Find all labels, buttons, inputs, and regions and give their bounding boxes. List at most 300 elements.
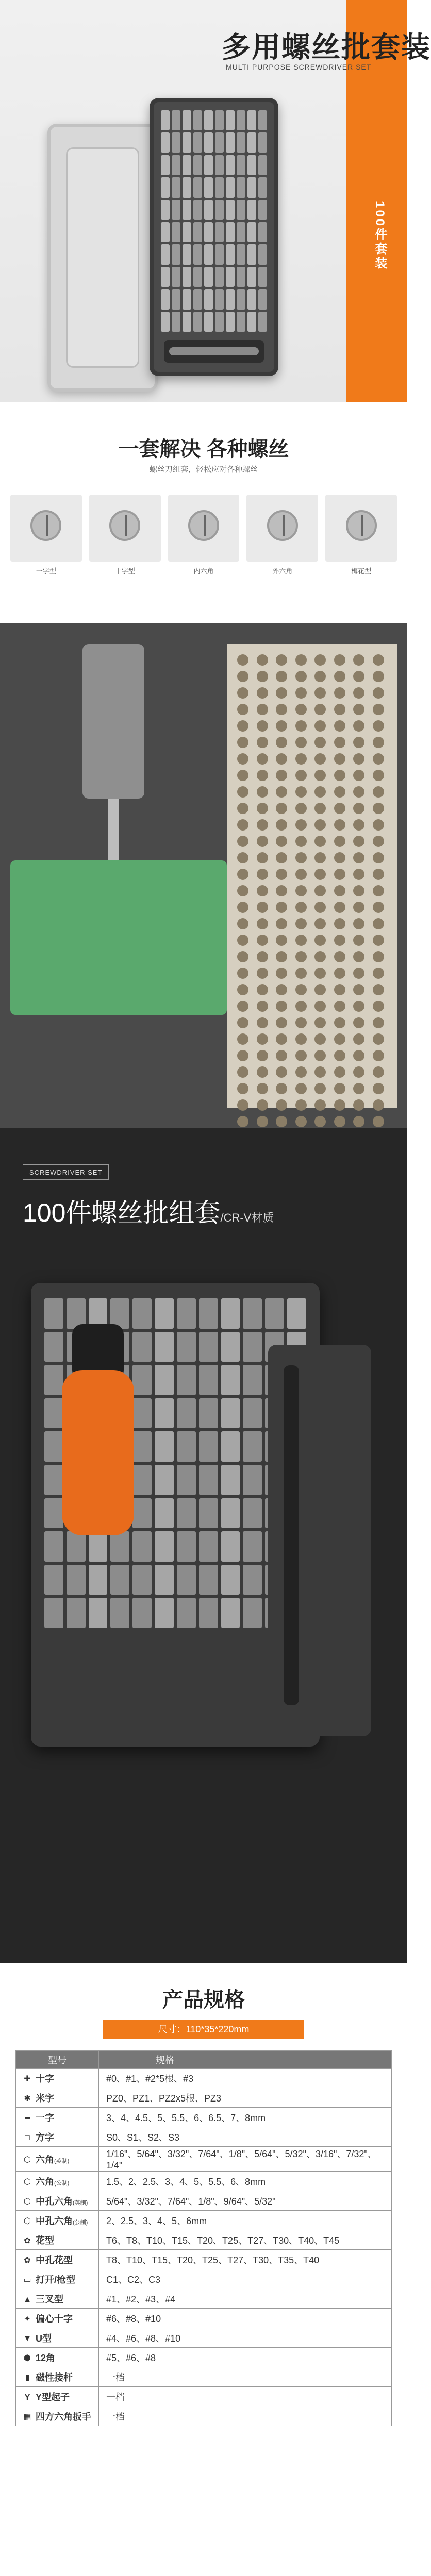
- bit-slot: [237, 654, 248, 666]
- bit-slot: [295, 918, 307, 929]
- bit-slot: [243, 1332, 262, 1362]
- bit-slot: [177, 1365, 196, 1395]
- spec-value-cell: 1/16"、5/64"、3/32"、7/64"、1/8"、5/64"、5/32"、3/16"、7/32"、1/4": [99, 2147, 392, 2172]
- bit-slot: [132, 1598, 152, 1628]
- bit-slot: [177, 1565, 196, 1595]
- bit-slot: [199, 1565, 218, 1595]
- bit-slot: [257, 1050, 268, 1061]
- spec-value-cell: 5/64"、3/32"、7/64"、1/8"、9/64"、5/32": [99, 2191, 392, 2211]
- bit-slot: [353, 1066, 364, 1078]
- bit-slot: [295, 704, 307, 715]
- table-row: [16, 2211, 392, 2230]
- bit-slot: [215, 155, 224, 175]
- table-row: [16, 2108, 392, 2127]
- table-row: [16, 2127, 392, 2147]
- spec-type-unit: (英制): [54, 2158, 70, 2164]
- bit-slot: [257, 753, 268, 765]
- bit-slot: [221, 1332, 240, 1362]
- bit-slot: [276, 770, 287, 781]
- bit-slot: [373, 1066, 384, 1078]
- screw-photo-torx: [325, 495, 397, 562]
- bit-slot: [258, 289, 267, 309]
- bit-slot: [237, 110, 245, 130]
- bit-slot: [314, 984, 326, 995]
- bit-slot: [247, 155, 256, 175]
- bit-slot: [276, 654, 287, 666]
- bit-type-icon: ✿: [24, 2236, 31, 2245]
- bit-slot: [314, 654, 326, 666]
- bit-slot: [237, 852, 248, 863]
- spec-type-cell: [16, 2387, 99, 2406]
- bit-slot: [161, 132, 170, 152]
- bit-slot: [257, 836, 268, 847]
- bit-slot: [295, 803, 307, 814]
- bit-slot: [204, 312, 213, 332]
- bit-slot: [258, 110, 267, 130]
- table-row: [16, 2387, 392, 2406]
- bit-slot: [334, 902, 345, 913]
- bit-slot: [243, 1498, 262, 1529]
- bit-slot: [243, 1565, 262, 1595]
- bit-slot: [353, 803, 364, 814]
- bit-slot: [257, 951, 268, 962]
- bit-slot: [172, 110, 180, 130]
- bit-slot: [161, 110, 170, 130]
- bit-slot: [161, 177, 170, 197]
- spec-type-name: 中孔花型: [36, 2255, 73, 2265]
- bit-slot: [373, 984, 384, 995]
- bit-slot: [221, 1298, 240, 1329]
- bit-slot: [314, 968, 326, 979]
- bit-slot: [257, 1116, 268, 1127]
- bit-slot: [334, 1066, 345, 1078]
- bit-slot: [243, 1598, 262, 1628]
- bit-slot: [334, 918, 345, 929]
- hero-vertical-title: 100件套装: [373, 201, 387, 272]
- bit-slot: [314, 836, 326, 847]
- bit-slot: [199, 1465, 218, 1495]
- bit-slot: [334, 1001, 345, 1012]
- bit-slot: [314, 1066, 326, 1078]
- bit-slot: [353, 984, 364, 995]
- bit-slot: [276, 1033, 287, 1045]
- bit-slot: [334, 654, 345, 666]
- screw-label: 十字型: [114, 567, 135, 575]
- bit-slot: [193, 312, 202, 332]
- bit-slot: [243, 1531, 262, 1562]
- bit-slot: [334, 968, 345, 979]
- bit-slot: [177, 1598, 196, 1628]
- bit-slot: [237, 869, 248, 880]
- bit-slot: [237, 918, 248, 929]
- spec-type-unit: (公制): [73, 2219, 88, 2226]
- bit-slot: [247, 177, 256, 197]
- bit-slot: [193, 289, 202, 309]
- bit-slot: [334, 984, 345, 995]
- bit-slot: [237, 1033, 248, 1045]
- bit-slot: [183, 267, 191, 287]
- bit-slot: [226, 244, 235, 264]
- bit-slot: [258, 200, 267, 220]
- spec-value-cell: #1、#2、#3、#4: [99, 2289, 392, 2309]
- bit-slot: [183, 244, 191, 264]
- bit-type-icon: ⬡: [24, 2177, 31, 2187]
- bit-slot: [155, 1498, 174, 1529]
- bit-slot: [295, 1050, 307, 1061]
- bit-slot: [258, 132, 267, 152]
- bit-slot: [373, 671, 384, 682]
- bit-slot: [373, 1050, 384, 1061]
- bit-slot: [226, 200, 235, 220]
- bit-slot: [276, 819, 287, 831]
- bit-slot: [276, 671, 287, 682]
- bit-slot: [172, 177, 180, 197]
- bit-slot: [221, 1465, 240, 1495]
- bit-slot: [89, 1598, 108, 1628]
- bit-slot: [226, 222, 235, 242]
- bit-slot: [177, 1332, 196, 1362]
- bit-slot: [221, 1398, 240, 1429]
- bit-slot: [257, 1033, 268, 1045]
- bit-slot: [276, 753, 287, 765]
- bit-slot: [334, 1050, 345, 1061]
- bit-slot: [353, 935, 364, 946]
- bit-slot: [353, 902, 364, 913]
- table-row: [16, 2289, 392, 2309]
- bit-slot: [373, 902, 384, 913]
- table-row: [16, 2147, 392, 2172]
- spec-type-cell: [16, 2127, 99, 2147]
- bit-slot: [295, 984, 307, 995]
- bit-slot: [257, 902, 268, 913]
- bit-slot: [215, 267, 224, 287]
- bit-slot: [353, 687, 364, 699]
- bit-slot: [257, 770, 268, 781]
- bit-slot: [215, 244, 224, 264]
- spec-value-cell: #4、#6、#8、#10: [99, 2328, 392, 2348]
- spec-type-cell: [16, 2289, 99, 2309]
- bit-slot: [334, 852, 345, 863]
- bit-type-icon: ✦: [24, 2314, 31, 2324]
- bit-slot: [276, 1116, 287, 1127]
- bit-slot: [353, 951, 364, 962]
- spec-type-name: 中孔六角: [36, 2196, 73, 2207]
- spec1-size: 尺寸：110*35*220mm: [103, 2020, 304, 2039]
- set100-material: /CR-V材质: [220, 1211, 274, 1224]
- bit-slot: [258, 155, 267, 175]
- bit-slot: [373, 704, 384, 715]
- set100-title-text: 100件螺丝批组套: [23, 1198, 221, 1227]
- bit-slot: [204, 132, 213, 152]
- bit-slot: [276, 836, 287, 847]
- solve-section: [0, 402, 407, 623]
- bit-slot: [237, 177, 245, 197]
- bit-slot: [334, 1083, 345, 1094]
- spec-value-cell: 1.5、2、2.5、3、4、5、5.5、6、8mm: [99, 2172, 392, 2191]
- bit-type-icon: ▮: [25, 2373, 30, 2382]
- spec-value-cell: 3、4、4.5、5、5.5、6、6.5、7、8mm: [99, 2108, 392, 2127]
- spec-type-name: 磁性接杆: [36, 2372, 73, 2383]
- bit-slot: [237, 786, 248, 798]
- bit-slot: [161, 312, 170, 332]
- bit-slot: [353, 1083, 364, 1094]
- spec-type-name: 12角: [36, 2352, 56, 2363]
- bit-slot: [257, 803, 268, 814]
- bit-slot: [193, 200, 202, 220]
- bit-slot: [247, 222, 256, 242]
- spec-value-cell: S0、S1、S2、S3: [99, 2127, 392, 2147]
- bit-slot: [215, 222, 224, 242]
- drill-photo-section: [0, 623, 407, 1128]
- spec-value-cell: #0、#1、#2*5根、#3: [99, 2069, 392, 2088]
- spec-type-cell: [16, 2309, 99, 2328]
- bit-slot: [161, 289, 170, 309]
- bit-slot: [221, 1598, 240, 1628]
- spec-type-cell: [16, 2191, 99, 2211]
- bit-slot: [226, 110, 235, 130]
- bit-slot: [373, 1033, 384, 1045]
- bit-slot: [295, 885, 307, 896]
- bit-slot: [237, 836, 248, 847]
- bit-slot: [258, 177, 267, 197]
- spec-value-cell: PZ0、PZ1、PZ2x5根、PZ3: [99, 2088, 392, 2108]
- bit-slot: [373, 803, 384, 814]
- bit-slot: [295, 1066, 307, 1078]
- bit-slot: [295, 1001, 307, 1012]
- table-row: [16, 2348, 392, 2367]
- bit-slot: [353, 885, 364, 896]
- bit-slot: [353, 1050, 364, 1061]
- bit-slot: [314, 687, 326, 699]
- bit-type-icon: ✿: [24, 2256, 31, 2265]
- spec-value-cell: T8、T10、T15、T20、T25、T27、T30、T35、T40: [99, 2250, 392, 2269]
- bit-slot: [353, 1033, 364, 1045]
- bit-slot: [373, 770, 384, 781]
- bit-slot: [221, 1565, 240, 1595]
- bit-slot: [334, 1116, 345, 1127]
- bit-slot: [276, 935, 287, 946]
- bit-slot: [334, 935, 345, 946]
- bit-slot: [155, 1365, 174, 1395]
- bit-slot: [243, 1365, 262, 1395]
- spec-type-cell: [16, 2406, 99, 2426]
- bit-slot: [258, 222, 267, 242]
- spec-type-name: 米字: [36, 2093, 54, 2104]
- bit-type-icon: ⬢: [24, 2353, 31, 2363]
- spec-type-unit: (英制): [73, 2199, 88, 2206]
- bit-slot: [314, 1001, 326, 1012]
- bit-slot: [334, 753, 345, 765]
- bit-slot: [257, 786, 268, 798]
- bit-slot: [172, 289, 180, 309]
- bit-slot: [237, 770, 248, 781]
- screw-label: 外六角: [272, 567, 293, 575]
- bit-slot: [353, 770, 364, 781]
- bit-slot: [373, 753, 384, 765]
- bit-slot: [334, 737, 345, 748]
- bit-slot: [237, 819, 248, 831]
- bit-slot: [237, 244, 245, 264]
- bit-slot: [247, 244, 256, 264]
- bit-slot: [276, 1099, 287, 1111]
- bit-slot: [237, 200, 245, 220]
- bit-slot: [314, 1017, 326, 1028]
- bit-type-icon: ▦: [23, 2412, 31, 2421]
- bit-slot: [276, 786, 287, 798]
- spec1-table: [15, 2050, 392, 2426]
- screw-photo-row: [10, 495, 397, 562]
- bit-slot: [247, 132, 256, 152]
- screw-photo-phillips: [89, 495, 161, 562]
- spec-type-name: 四方六角扳手: [36, 2411, 91, 2422]
- bit-slot: [177, 1498, 196, 1529]
- spec-type-cell: [16, 2108, 99, 2127]
- spec-type-name: 花型: [36, 2235, 54, 2246]
- bit-slot: [204, 289, 213, 309]
- bit-slot: [172, 312, 180, 332]
- bit-slot: [373, 654, 384, 666]
- bit-slot: [373, 687, 384, 699]
- spec-type-name: U型: [36, 2333, 52, 2344]
- bit-slot: [373, 836, 384, 847]
- bit-slot: [373, 720, 384, 732]
- bit-slot: [237, 737, 248, 748]
- bit-slot: [373, 786, 384, 798]
- bit-slot: [215, 200, 224, 220]
- bit-slot: [276, 1066, 287, 1078]
- bit-type-icon: ⬡: [24, 2216, 31, 2226]
- bit-slot: [172, 155, 180, 175]
- bit-slot: [276, 720, 287, 732]
- bit-slot: [221, 1365, 240, 1395]
- bit-slot: [295, 770, 307, 781]
- bit-slot: [276, 968, 287, 979]
- bit-slot: [353, 968, 364, 979]
- spec1-section: [0, 1963, 407, 2576]
- hero-section: [0, 0, 431, 402]
- screw-label: 内六角: [193, 567, 214, 575]
- solve-subtitle: 螺丝刀组套，轻松应对各种螺丝: [149, 465, 258, 474]
- bit-slot: [237, 1083, 248, 1094]
- bit-slot: [276, 984, 287, 995]
- bit-slot: [373, 935, 384, 946]
- bit-slot: [334, 704, 345, 715]
- bit-slot: [295, 1116, 307, 1127]
- bit-slot: [237, 1066, 248, 1078]
- bit-slot: [155, 1565, 174, 1595]
- bit-slot: [257, 1083, 268, 1094]
- spec-type-cell: [16, 2211, 99, 2230]
- case-base-image: [150, 98, 278, 376]
- spec-type-name: 一字: [36, 2112, 54, 2123]
- bit-slot: [199, 1298, 218, 1329]
- bit-slot: [215, 132, 224, 152]
- bit-type-icon: Y: [24, 2393, 30, 2402]
- hero-title: 多用螺丝批套装: [222, 31, 431, 63]
- bit-slot: [353, 1099, 364, 1111]
- bit-slot: [226, 312, 235, 332]
- bit-slot: [237, 267, 245, 287]
- bit-slot: [276, 902, 287, 913]
- bit-slot: [295, 836, 307, 847]
- bit-slot: [334, 687, 345, 699]
- bit-slot: [257, 704, 268, 715]
- spec-value-cell: T6、T8、T10、T15、T20、T25、T27、T30、T40、T45: [99, 2230, 392, 2250]
- bit-slot: [314, 1099, 326, 1111]
- case-lid-image: [47, 124, 158, 392]
- table-row: [16, 2088, 392, 2108]
- bit-slot: [353, 819, 364, 831]
- bit-slot: [177, 1431, 196, 1462]
- bit-slot: [204, 177, 213, 197]
- bit-slot: [237, 687, 248, 699]
- table-row: [16, 2309, 392, 2328]
- bit-slot: [314, 869, 326, 880]
- spec-value-cell: #5、#6、#8: [99, 2348, 392, 2367]
- bit-slot: [334, 836, 345, 847]
- bit-slot: [247, 312, 256, 332]
- bit-slot: [193, 267, 202, 287]
- bit-slot: [353, 1001, 364, 1012]
- bit-slot: [237, 753, 248, 765]
- table-row: [16, 2250, 392, 2269]
- bit-slot: [183, 155, 191, 175]
- bit-slot: [373, 1099, 384, 1111]
- bit-slot: [334, 671, 345, 682]
- bit-slot: [247, 110, 256, 130]
- bit-slot: [314, 720, 326, 732]
- bit-slot: [295, 786, 307, 798]
- bit-slot: [221, 1431, 240, 1462]
- bit-slot: [314, 951, 326, 962]
- bit-slot: [226, 289, 235, 309]
- set100-title: [23, 1192, 274, 1229]
- bit-slot: [161, 222, 170, 242]
- bit-type-icon: ⬡: [24, 2197, 31, 2206]
- bit-slot: [204, 110, 213, 130]
- bit-slot: [204, 155, 213, 175]
- bit-slot: [295, 687, 307, 699]
- bit-slot: [247, 289, 256, 309]
- bit-slot: [276, 885, 287, 896]
- spec-type-unit: (公制): [54, 2180, 70, 2187]
- bit-slot: [373, 819, 384, 831]
- spec1-title: 产品规格: [162, 1989, 245, 2011]
- bit-slot: [221, 1498, 240, 1529]
- bit-slot: [177, 1465, 196, 1495]
- bit-slot: [295, 753, 307, 765]
- bit-slot: [295, 902, 307, 913]
- bit-slot: [334, 885, 345, 896]
- bit-slot: [314, 902, 326, 913]
- spec-type-cell: [16, 2147, 99, 2172]
- bit-slot: [314, 737, 326, 748]
- bit-slot: [276, 1017, 287, 1028]
- bit-slot: [276, 704, 287, 715]
- bit-slot: [257, 918, 268, 929]
- bit-slot: [183, 132, 191, 152]
- set100-section: [0, 1128, 407, 1963]
- bit-slot: [353, 671, 364, 682]
- bit-slot: [295, 852, 307, 863]
- bit-slot: [295, 935, 307, 946]
- screw-photo-slotted: [10, 495, 82, 562]
- bit-slot: [295, 1083, 307, 1094]
- bit-slot: [314, 935, 326, 946]
- spec-type-cell: [16, 2348, 99, 2367]
- bit-slot: [155, 1598, 174, 1628]
- bit-slot: [295, 1033, 307, 1045]
